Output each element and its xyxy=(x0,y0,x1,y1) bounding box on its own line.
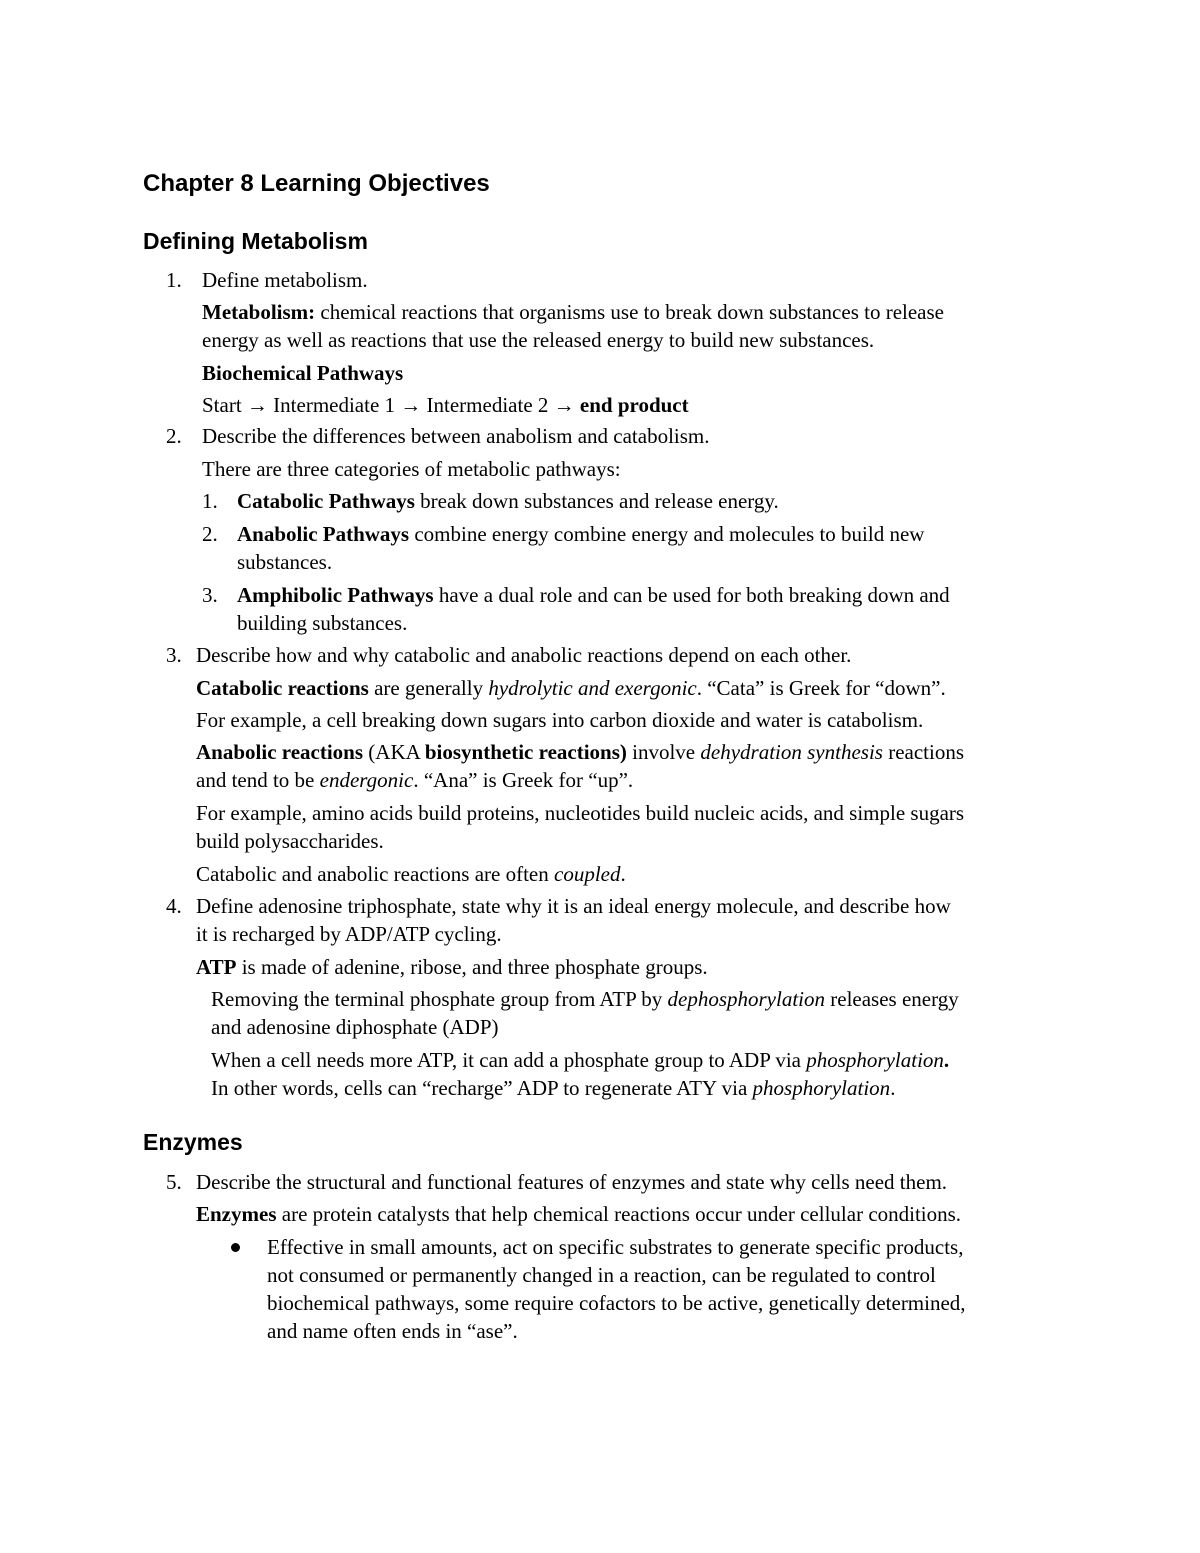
anabolic-example-line-2: build polysaccharides. xyxy=(196,829,384,853)
arrow-right-icon: → xyxy=(553,393,575,417)
catabolic-pathways-item: Catabolic Pathways break down substances and release energy. xyxy=(237,489,779,513)
coupled-reactions-line: Catabolic and anabolic reactions are often coupled. xyxy=(196,862,626,886)
pathway-categories-intro: There are three categories of metabolic pathways: xyxy=(202,457,621,481)
item-3-text: Describe how and why catabolic and anabolic reactions depend on each other. xyxy=(196,643,852,667)
enzyme-features-line-4: and name often ends in “ase”. xyxy=(267,1319,518,1343)
enzyme-features-line-2: not consumed or permanently changed in a reaction, can be regulated to control xyxy=(267,1263,936,1287)
subitem-3-number: 3. xyxy=(202,583,218,607)
catabolic-reactions-line: Catabolic reactions are generally hydrolytic and exergonic. “Cata” is Greek for “down”. xyxy=(196,676,946,700)
item-3-number: 3. xyxy=(166,643,182,667)
end-product-label: end product xyxy=(579,393,689,417)
section-heading-metabolism: Defining Metabolism xyxy=(143,228,368,254)
atp-definition: ATP is made of adenine, ribose, and three phosphate groups. xyxy=(196,955,708,979)
item-4-number: 4. xyxy=(166,894,182,918)
pathway-sequence: Start → Intermediate 1 → Intermediate 2 → end product xyxy=(202,393,689,417)
item-2-number: 2. xyxy=(166,424,182,448)
recharge-line: In other words, cells can “recharge” ADP to regenerate ATY via phosphorylation. xyxy=(211,1076,896,1100)
enzyme-features-line-3: biochemical pathways, some require cofactors to be active, genetically determined, xyxy=(267,1291,966,1315)
item-5-number: 5. xyxy=(166,1170,182,1194)
subitem-1-number: 1. xyxy=(202,489,218,513)
anabolic-reactions-line-2: and tend to be endergonic. “Ana” is Greek for “up”. xyxy=(196,768,634,792)
section-heading-enzymes: Enzymes xyxy=(143,1129,243,1155)
metabolism-definition-line-1: Metabolism: chemical reactions that organisms use to break down substances to release xyxy=(202,300,944,324)
dephosphorylation-line-2: and adenosine diphosphate (ADP) xyxy=(211,1015,499,1039)
phosphorylation-line: When a cell needs more ATP, it can add a phosphate group to ADP via phosphorylation. xyxy=(211,1048,950,1072)
item-4-text-line-2: it is recharged by ADP/ATP cycling. xyxy=(196,922,502,946)
anabolic-reactions-line-1: Anabolic reactions (AKA biosynthetic reactions) involve dehydration synthesis reactions xyxy=(196,740,964,764)
amphibolic-pathways-item-line-2: building substances. xyxy=(237,611,408,635)
metabolism-term: Metabolism: xyxy=(202,300,316,324)
dephosphorylation-line-1: Removing the terminal phosphate group from ATP by dephosphorylation releases energy xyxy=(211,987,959,1011)
arrow-right-icon: → xyxy=(246,393,268,417)
item-1-number: 1. xyxy=(166,268,182,292)
catabolic-example: For example, a cell breaking down sugars into carbon dioxide and water is catabolism. xyxy=(196,708,924,732)
subitem-2-number: 2. xyxy=(202,522,218,546)
arrow-right-icon: → xyxy=(400,393,422,417)
item-1-text: Define metabolism. xyxy=(202,268,368,292)
bullet-icon xyxy=(231,1243,240,1252)
page-title: Chapter 8 Learning Objectives xyxy=(143,170,490,197)
metabolism-definition-line-2: energy as well as reactions that use the released energy to build new substances. xyxy=(202,328,875,352)
biochemical-pathways-label: Biochemical Pathways xyxy=(202,361,404,385)
anabolic-example-line-1: For example, amino acids build proteins, nucleotides build nucleic acids, and simple sugars xyxy=(196,801,965,825)
anabolic-pathways-item: Anabolic Pathways combine energy combine energy and molecules to build new xyxy=(237,522,925,546)
amphibolic-pathways-item: Amphibolic Pathways have a dual role and can be used for both breaking down and xyxy=(237,583,950,607)
enzymes-definition: Enzymes are protein catalysts that help chemical reactions occur under cellular conditions. xyxy=(196,1202,962,1226)
enzyme-features-line-1: Effective in small amounts, act on specific substrates to generate specific products, xyxy=(267,1235,964,1259)
item-2-text: Describe the differences between anabolism and catabolism. xyxy=(202,424,710,448)
item-5-text: Describe the structural and functional features of enzymes and state why cells need them. xyxy=(196,1170,948,1194)
anabolic-pathways-item-line-2: substances. xyxy=(237,550,333,574)
item-4-text-line-1: Define adenosine triphosphate, state why it is an ideal energy molecule, and describe how xyxy=(196,894,951,918)
